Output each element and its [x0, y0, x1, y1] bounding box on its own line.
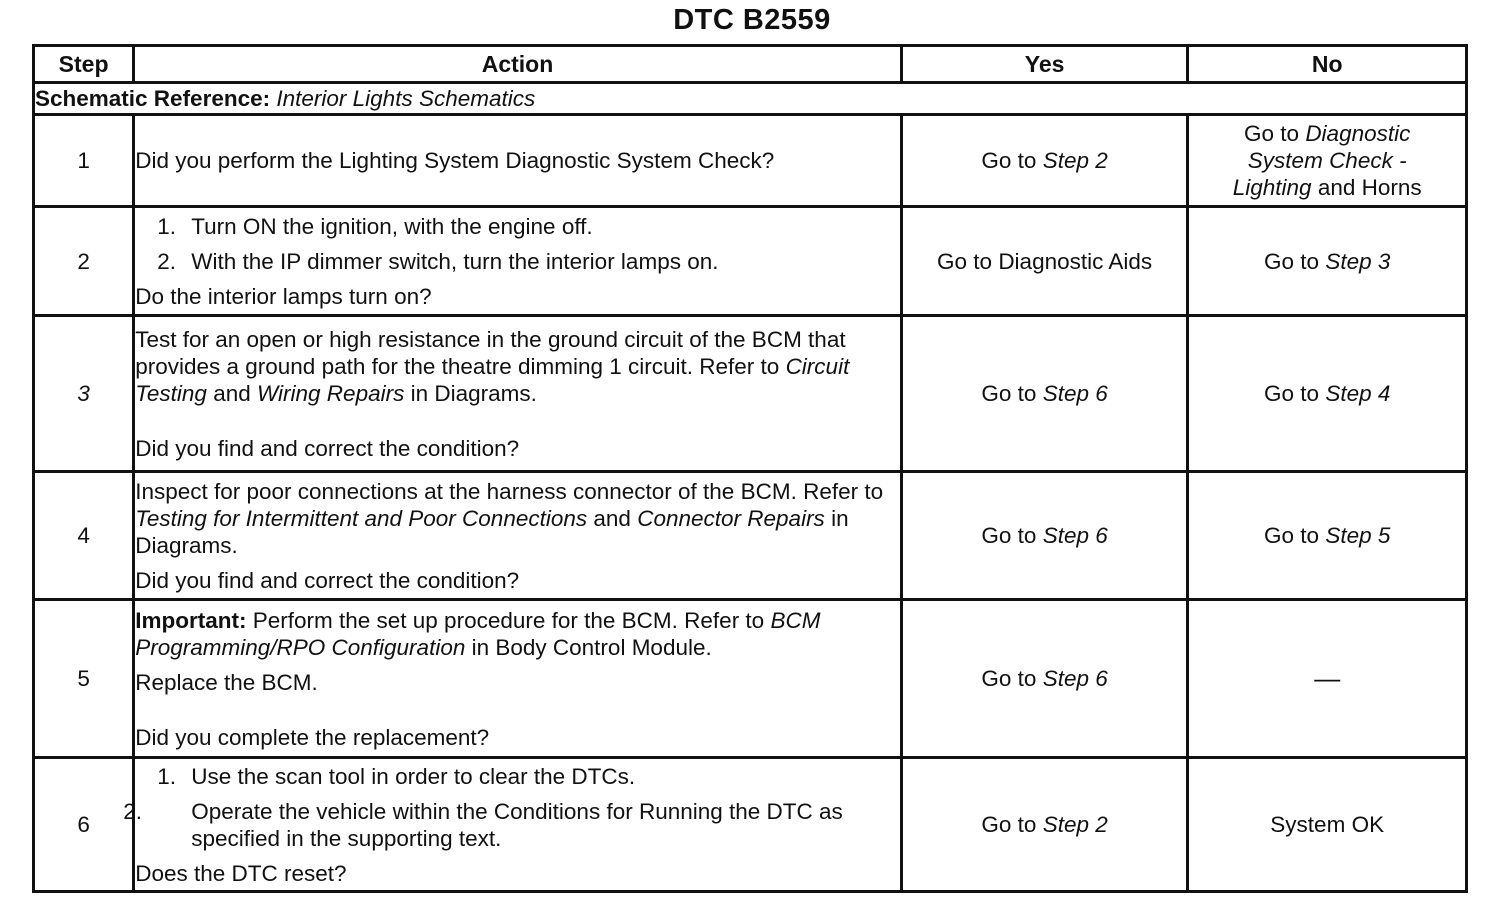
- no-prefix: Go to: [1244, 121, 1300, 146]
- list-item: 1. Turn ON the ignition, with the engine off.: [157, 213, 593, 239]
- action-text: Inspect for poor connections at the harness connector of the BCM. Refer to Testing for Intermittent and Poor Connections and Connector Repairs in Diagrams.: [135, 478, 884, 558]
- table-row: [34, 472, 1467, 600]
- yes-cell: [901, 207, 1188, 316]
- action-question: Does the DTC reset?: [135, 860, 347, 886]
- schematic-label: Schematic Reference:: [35, 86, 271, 111]
- yes-step-link[interactable]: Step 2: [1042, 812, 1108, 837]
- action-cell: [134, 600, 902, 758]
- connector-repairs-link[interactable]: Connector Repairs: [637, 505, 825, 531]
- no-cell: [1188, 115, 1467, 207]
- header-no: No: [1188, 46, 1467, 83]
- action-cell: [134, 115, 902, 207]
- yes-cell: Go to Step 2: [901, 758, 1188, 892]
- action-text: Test for an open or high resistance in the ground circuit of the BCM that provides a ground path for the theatre dimming 1 circuit. Refer to Circuit Testing and Wiring Repairs in Diagrams.: [135, 326, 850, 406]
- header-yes: Yes: [901, 46, 1188, 83]
- no-lighting-link[interactable]: Lighting: [1232, 175, 1312, 200]
- table-row: [34, 316, 1467, 472]
- system-ok-text: System OK: [1270, 812, 1385, 837]
- important-note: Important: Perform the set up procedure for the BCM. Refer to BCM Programming/RPO Configuration in Body Control Module.: [135, 607, 821, 660]
- list-item: 2. Operate the vehicle within the Conditions for Running the DTC as specified in the supporting text.: [123, 798, 843, 851]
- step-number: 2: [34, 207, 134, 316]
- no-cell: [1188, 600, 1467, 758]
- yes-cell: Go to Step 6: [901, 600, 1188, 758]
- no-prefix: Go to: [1264, 248, 1320, 274]
- page-title: DTC B2559: [673, 4, 831, 36]
- header-row: [34, 46, 1467, 83]
- action-cell: [134, 207, 902, 316]
- step-number: 4: [34, 472, 134, 600]
- action-question: Do the interior lamps turn on?: [135, 283, 432, 309]
- action-cell: [123, 758, 902, 892]
- dtc-table: [32, 44, 1468, 893]
- no-step-link[interactable]: Step 4: [1325, 381, 1391, 406]
- action-question: Did you perform the Lighting System Diagnostic System Check?: [135, 148, 775, 173]
- no-system-check-link[interactable]: System Check -: [1247, 148, 1407, 173]
- table-row: [34, 758, 1467, 892]
- circuit-testing-link[interactable]: Circuit Testing: [135, 353, 850, 406]
- yes-diagnostic-aids[interactable]: Go to Diagnostic Aids: [937, 248, 1153, 274]
- schematic-row: [34, 83, 1467, 115]
- yes-prefix: Go to: [981, 148, 1037, 173]
- yes-step-link[interactable]: Step 6: [1042, 523, 1108, 548]
- yes-step-link[interactable]: Step 6: [1042, 381, 1108, 406]
- no-step-link[interactable]: Step 5: [1325, 523, 1391, 548]
- table-row: [34, 115, 1467, 207]
- no-step-link[interactable]: Step 3: [1325, 248, 1391, 274]
- action-question: Did you complete the replacement?: [135, 724, 490, 750]
- header-action: Action: [134, 46, 902, 83]
- step-number: 3: [34, 316, 134, 472]
- yes-step-link[interactable]: Step 2: [1042, 148, 1108, 173]
- no-suffix: and Horns: [1317, 175, 1422, 200]
- table-row: [34, 207, 1467, 316]
- step-number: 5: [34, 600, 134, 758]
- step-number: 1: [34, 115, 134, 207]
- replace-text: Replace the BCM.: [135, 669, 318, 695]
- action-question: Did you find and correct the condition?: [135, 567, 520, 593]
- no-cell: Go to Step 4: [1188, 316, 1467, 472]
- yes-cell: Go to Step 6: [901, 472, 1188, 600]
- no-cell: [1188, 758, 1467, 892]
- schematic-link[interactable]: Interior Lights Schematics: [276, 86, 536, 111]
- action-cell: [134, 316, 902, 472]
- table-row: [34, 600, 1467, 758]
- list-item: 2. With the IP dimmer switch, turn the interior lamps on.: [157, 248, 719, 274]
- list-item: 1. Use the scan tool in order to clear the DTCs.: [157, 763, 636, 789]
- no-cell: [1188, 207, 1467, 316]
- intermittent-connections-link[interactable]: Testing for Intermittent and Poor Connections: [135, 505, 588, 531]
- yes-cell: Go to Step 6: [901, 316, 1188, 472]
- important-label: Important:: [135, 607, 247, 633]
- header-step: Step: [34, 46, 134, 83]
- schematic-reference: [34, 83, 1467, 115]
- no-diagnostic-link[interactable]: Diagnostic: [1305, 121, 1411, 146]
- action-question: Did you find and correct the condition?: [135, 435, 520, 461]
- no-dash: —: [1314, 663, 1341, 693]
- no-cell: Go to Step 5: [1188, 472, 1467, 600]
- yes-cell: [901, 115, 1188, 207]
- action-cell: [134, 472, 902, 600]
- yes-step-link[interactable]: Step 6: [1042, 666, 1108, 691]
- wiring-repairs-link[interactable]: Wiring Repairs: [257, 380, 405, 406]
- bcm-programming-link[interactable]: BCM Programming/RPO Configuration: [135, 607, 821, 660]
- step-number: 6: [34, 758, 134, 892]
